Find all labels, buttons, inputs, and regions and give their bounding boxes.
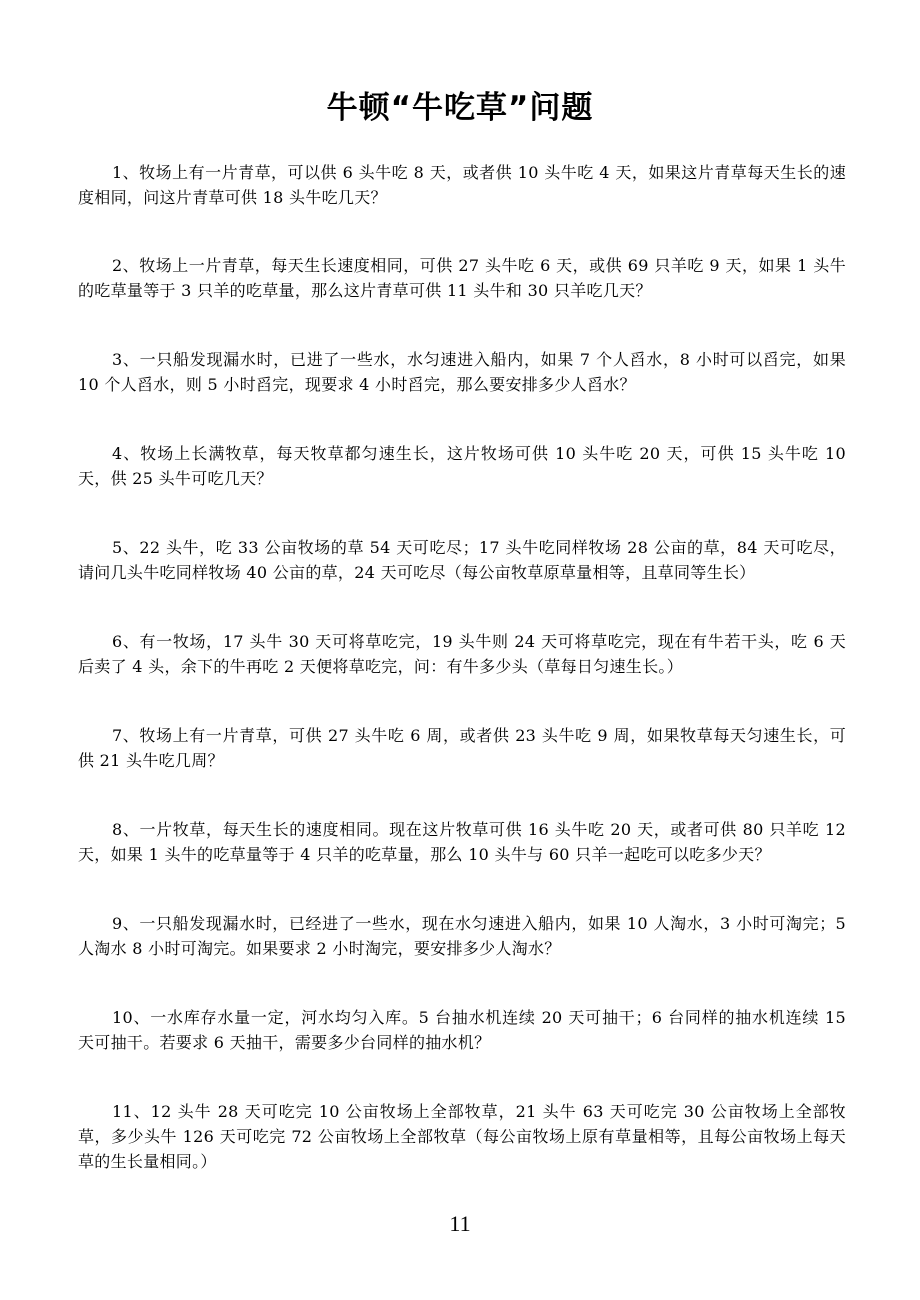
problem-4: 4、牧场上长满牧草，每天牧草都匀速生长，这片牧场可供 10 头牛吃 20 天，可供 15 头牛吃 10 天，供 25 头牛可吃几天？ — [78, 444, 846, 488]
problem-1: 1、牧场上有一片青草，可以供 6 头牛吃 8 天，或者供 10 头牛吃 4 天，如果这片青草每天生长的速度相同，问这片青草可供 18 头牛吃几天？ — [78, 163, 846, 207]
page-title: 牛顿“牛吃草”问题 — [326, 90, 594, 126]
problem-11: 11、12 头牛 28 天可吃完 10 公亩牧场上全部牧草，21 头牛 63 天可吃完 30 公亩牧场上全部牧草，多少头牛 126 天可吃完 72 公亩牧场上全部牧草（每公亩牧场上原有草量相等，且每公亩牧场上每天草的生长量相同。） — [78, 1102, 846, 1171]
problem-8: 8、一片牧草，每天生长的速度相同。现在这片牧草可供 16 头牛吃 20 天，或者可供 80 只羊吃 12 天，如果 1 头牛的吃草量等于 4 只羊的吃草量，那么 10 头牛与 60 只羊一起吃可以吃多少天？ — [78, 820, 846, 864]
problem-7: 7、牧场上有一片青草，可供 27 头牛吃 6 周，或者供 23 头牛吃 9 周，如果牧草每天匀速生长，可供 21 头牛吃几周？ — [78, 726, 846, 770]
problem-2: 2、牧场上一片青草，每天生长速度相同，可供 27 头牛吃 6 天，或供 69 只羊吃 9 天，如果 1 头牛的吃草量等于 3 只羊的吃草量，那么这片青草可供 11 头牛和 30 只羊吃几天？ — [78, 256, 846, 300]
problem-6: 6、有一牧场，17 头牛 30 天可将草吃完，19 头牛则 24 天可将草吃完，现在有牛若干头，吃 6 天后卖了 4 头，余下的牛再吃 2 天便将草吃完，问：有牛多少头（草每日匀速生长。） — [78, 632, 846, 676]
problem-5: 5、22 头牛，吃 33 公亩牧场的草 54 天可吃尽；17 头牛吃同样牧场 28 公亩的草，84 天可吃尽，请问几头牛吃同样牧场 40 公亩的草，24 天可吃尽（每公亩牧草原草量相等，且草同等生长） — [78, 538, 846, 582]
problem-3: 3、一只船发现漏水时，已进了一些水，水匀速进入船内，如果 7 个人舀水，8 小时可以舀完，如果 10 个人舀水，则 5 小时舀完，现要求 4 小时舀完，那么要安排多少人舀水？ — [78, 350, 846, 394]
page-number: 11 — [449, 1211, 471, 1236]
problem-9: 9、一只船发现漏水时，已经进了一些水，现在水匀速进入船内，如果 10 人淘水，3 小时可淘完；5 人淘水 8 小时可淘完。如果要求 2 小时淘完，要安排多少人淘水？ — [78, 914, 846, 958]
problem-10: 10、一水库存水量一定，河水均匀入库。5 台抽水机连续 20 天可抽干；6 台同样的抽水机连续 15 天可抽干。若要求 6 天抽干，需要多少台同样的抽水机？ — [78, 1008, 846, 1052]
